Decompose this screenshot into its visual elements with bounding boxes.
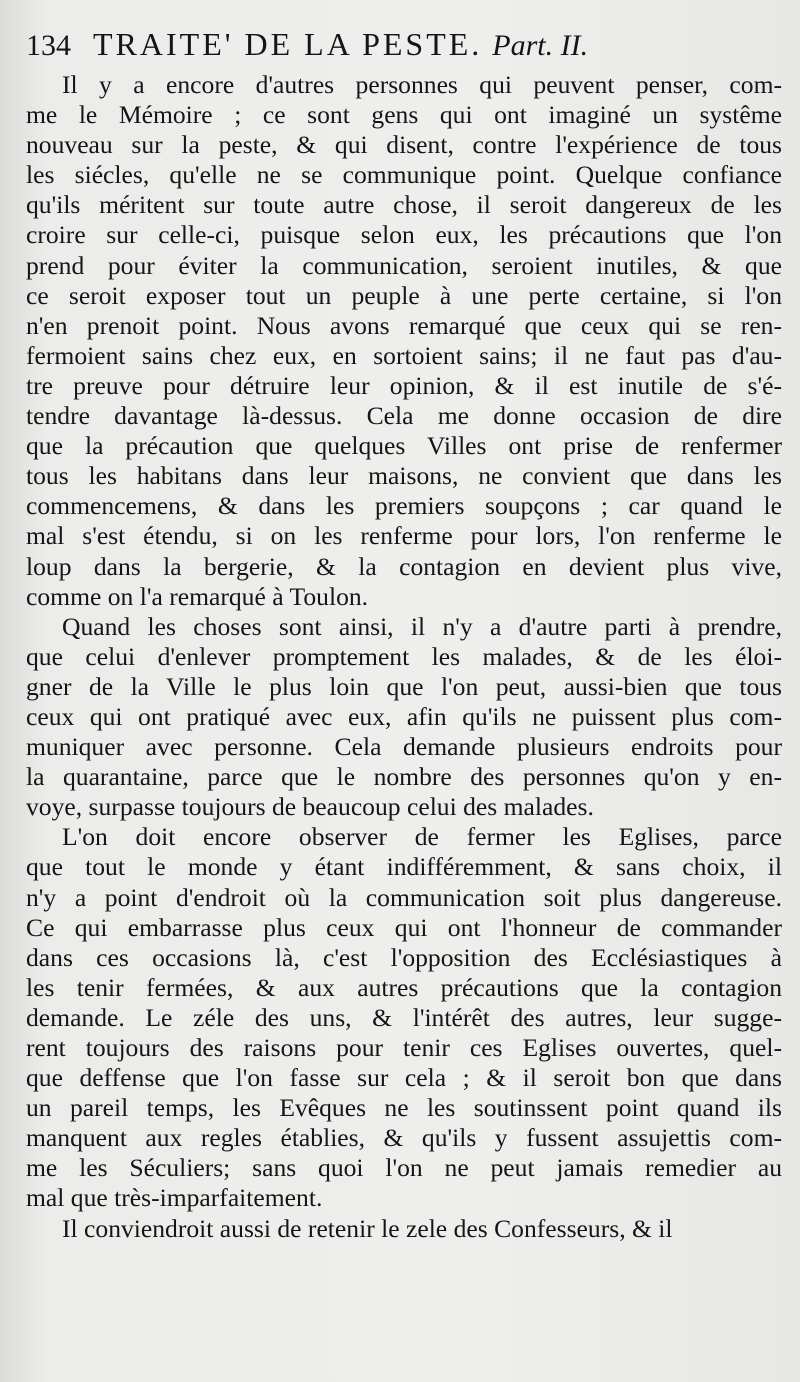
text-line: demande. Le zéle des uns, & l'intérêt des autres, leur sugge- <box>26 1002 782 1032</box>
text-line: loup dans la bergerie, & la contagion en devient plus vive, <box>26 551 782 581</box>
text-line: me les Séculiers; sans quoi l'on ne peut jamais remedier au <box>26 1153 782 1183</box>
text-line: tous les habitans dans leur maisons, ne convient que dans les <box>26 461 782 491</box>
text-line: que deffense que l'on fasse sur cela ; & il seroit bon que dans <box>26 1063 782 1093</box>
text-line: que la précaution que quelques Villes ont prise de renfermer <box>26 431 782 461</box>
text-line: Ce qui embarrasse plus ceux qui ont l'honneur de commander <box>26 912 782 942</box>
running-header <box>26 26 782 70</box>
text-line: comme on l'a remarqué à Toulon. <box>26 581 369 611</box>
text-line: muniquer avec personne. Cela demande plusieurs endroits pour <box>26 732 782 762</box>
text-line: ceux qui ont pratiqué avec eux, afin qu'ils ne puissent plus com- <box>26 701 782 731</box>
text-line: Quand les choses sont ainsi, il n'y a d'autre parti à prendre, <box>62 611 782 641</box>
text-line: Il conviendroit aussi de retenir le zele des Confesseurs, & il <box>62 1213 673 1243</box>
text-line: tendre davantage là-dessus. Cela me donne occasion de dire <box>26 401 782 431</box>
text-line: mal que très-imparfaitement. <box>26 1183 323 1213</box>
text-line: manquent aux regles établies, & qu'ils y fussent assujettis com- <box>26 1123 782 1153</box>
text-line: mal s'est étendu, si on les renferme pour lors, l'on renferme le <box>26 521 782 551</box>
text-line: croire sur celle-ci, puisque selon eux, les précautions que l'on <box>26 220 782 250</box>
text-line: qu'ils méritent sur toute autre chose, il seroit dangereux de les <box>26 190 782 220</box>
text-line: que tout le monde y étant indifféremment, & sans choix, il <box>26 852 782 882</box>
body-text <box>26 70 782 1244</box>
text-line: me le Mémoire ; ce sont gens qui ont imaginé un systême <box>26 100 782 130</box>
text-line: la quarantaine, parce que le nombre des personnes qu'on y en- <box>26 762 782 792</box>
text-line: L'on doit encore observer de fermer les Eglises, parce <box>62 822 782 852</box>
text-line: tre preuve pour détruire leur opinion, & il est inutile de s'é- <box>26 370 782 400</box>
text-line: voye, surpasse toujours de beaucoup celui des malades. <box>26 792 594 822</box>
page-number: 134 <box>26 29 71 62</box>
text-line: n'y a point d'endroit où la communication soit plus dangereuse. <box>26 882 782 912</box>
text-line: rent toujours des raisons pour tenir ces Eglises ouvertes, quel- <box>26 1033 782 1062</box>
paragraph <box>26 70 782 612</box>
text-line: Il y a encore d'autres personnes qui peuvent penser, com- <box>62 70 782 99</box>
running-title: TRAITE' DE LA PESTE. <box>93 26 483 62</box>
text-line: nouveau sur la peste, & qui disent, contre l'expérience de tous <box>26 130 782 160</box>
paragraph <box>26 1214 782 1244</box>
text-line: les siécles, qu'elle ne se communique point. Quelque confiance <box>26 160 782 190</box>
text-line: gner de la Ville le plus loin que l'on peut, aussi-bien que tous <box>26 671 782 701</box>
paragraph <box>26 822 782 1213</box>
text-line: les tenir fermées, & aux autres précautions que la contagion <box>26 972 782 1002</box>
text-line: commencemens, & dans les premiers soupçons ; car quand le <box>26 491 782 521</box>
paragraph <box>26 612 782 823</box>
part-label: Part. II. <box>492 29 589 62</box>
text-line: un pareil temps, les Evêques ne les soutinssent point quand ils <box>26 1093 782 1123</box>
text-line: que celui d'enlever promptement les malades, & de les éloi- <box>26 641 782 671</box>
text-line: fermoient sains chez eux, en sortoient sains; il ne faut pas d'au- <box>26 340 782 370</box>
text-line: n'en prenoit point. Nous avons remarqué que ceux qui se ren- <box>26 310 782 340</box>
text-line: dans ces occasions là, c'est l'opposition des Ecclésiastiques à <box>26 942 782 972</box>
text-line: prend pour éviter la communication, seroient inutiles, & que <box>26 250 782 280</box>
text-line: ce seroit exposer tout un peuple à une perte certaine, si l'on <box>26 280 782 310</box>
